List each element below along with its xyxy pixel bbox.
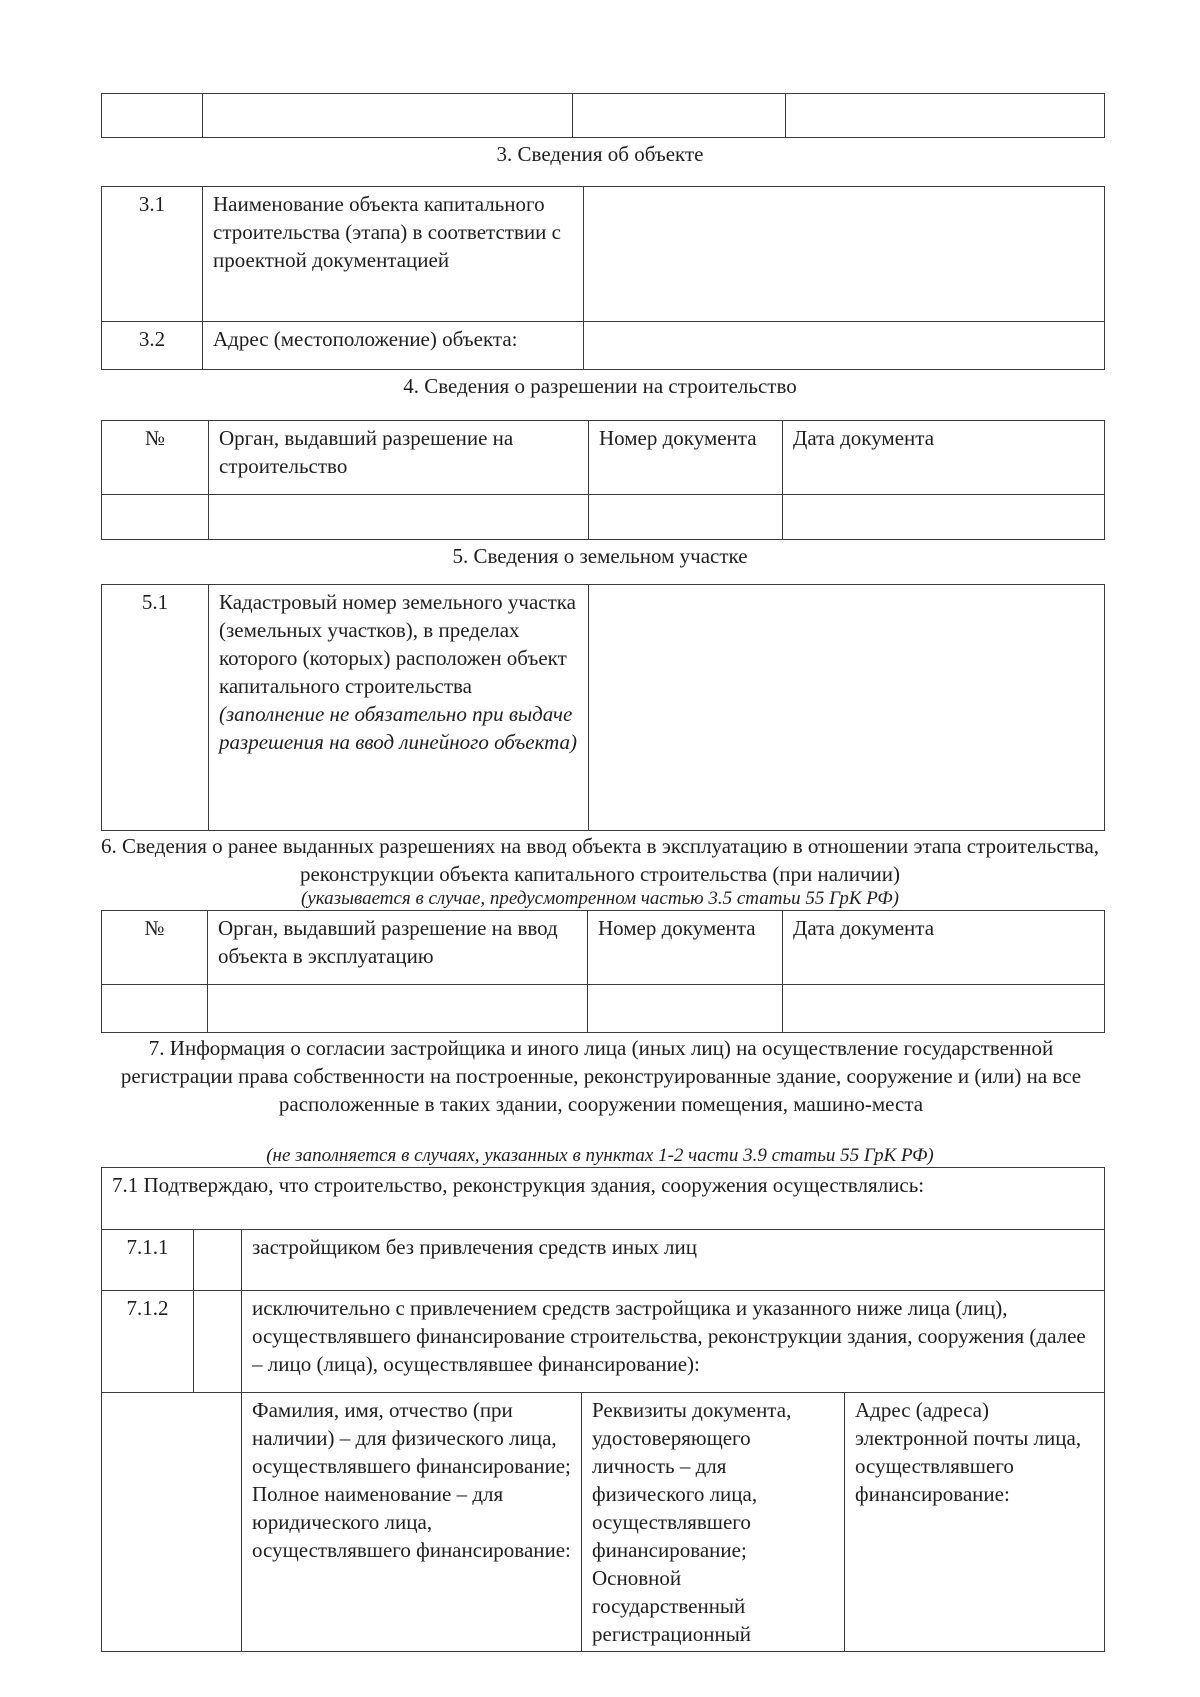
item-7-1-2-num: 7.1.2: [102, 1291, 194, 1393]
section4-cell: [102, 495, 209, 540]
row-5-1-label-note: (заполнение не обязательно при выдаче разрешения на ввод линейного объекта): [219, 702, 578, 754]
item-7-1-1-checkbox[interactable]: [194, 1230, 242, 1291]
financier-header-email: Адрес (адреса) электронной почты лица, осуществлявшего финансирование:: [845, 1393, 1105, 1652]
section6-header-organ: Орган, выдавший разрешение на ввод объекта в эксплуатацию: [208, 911, 588, 985]
section6-header-doc-number: Номер документа: [588, 911, 783, 985]
item-7-1-1-num: 7.1.1: [102, 1230, 194, 1291]
financier-header-document: Реквизиты документа, удостоверяющего личность – для физического лица, осуществлявшего финансирование; Основной государственный регистрационный: [582, 1393, 845, 1652]
section4-title: 4. Сведения о разрешении на строительство: [403, 374, 797, 398]
section4-cell: [589, 495, 783, 540]
top-table: [101, 93, 1104, 138]
section4-header-num: №: [102, 421, 209, 495]
section6-table: [101, 910, 1104, 1033]
section7-table: [101, 1167, 1104, 1652]
section6-title: 6. Сведения о ранее выданных разрешениях на ввод объекта в эксплуатацию в отношении этапа строительства, реконструкции объекта капитального строительства (при наличии): [100, 834, 1100, 886]
section4-table: [101, 420, 1104, 540]
section6-cell: [783, 985, 1105, 1033]
top-cell-1: [102, 94, 203, 138]
section3-table: [101, 186, 1104, 370]
row-5-1-num: 5.1: [102, 585, 209, 831]
financier-header-name: Фамилия, имя, отчество (при наличии) – для физического лица, осуществлявшего финансирование; Полное наименование – для юридического лица, осуществлявшего финансирование:: [242, 1393, 582, 1652]
section5-title: 5. Сведения о земельном участке: [452, 544, 748, 568]
section4-cell: [209, 495, 589, 540]
row-3-1-label: Наименование объекта капитального строительства (этапа) в соответствии с проектной документацией: [203, 187, 584, 322]
row-3-1-num: 3.1: [102, 187, 203, 322]
section7-confirm: 7.1 Подтверждаю, что строительство, реконструкция здания, сооружения осуществлялись:: [102, 1168, 1105, 1230]
financier-blank-cell: [102, 1393, 242, 1652]
section4-header-organ: Орган, выдавший разрешение на строительство: [209, 421, 589, 495]
section4-header-doc-number: Номер документа: [589, 421, 783, 495]
section7-title: 7. Информация о согласии застройщика и иного лица (иных лиц) на осуществление государственной регистрации права собственности на построенные, реконструированные здание, сооружение и (или) на все расположенные в таких здании, сооружении помещения, машино-места: [120, 1036, 1082, 1116]
top-cell-4: [786, 94, 1105, 138]
section4-cell: [783, 495, 1105, 540]
row-3-2-label: Адрес (местоположение) объекта:: [203, 322, 584, 370]
row-3-2-value: [584, 322, 1105, 370]
section6-note: (указывается в случае, предусмотренном частью 3.5 статьи 55 ГрК РФ): [301, 888, 899, 909]
item-7-1-1-text: застройщиком без привлечения средств иных лиц: [242, 1230, 1105, 1291]
top-cell-3: [573, 94, 786, 138]
top-cell-2: [203, 94, 573, 138]
item-7-1-2-checkbox[interactable]: [194, 1291, 242, 1393]
row-5-1-label-text: Кадастровый номер земельного участка (земельных участков), в пределах которого (которых) расположен объект капитального строительства: [219, 590, 576, 698]
section6-cell: [208, 985, 588, 1033]
row-3-1-value: [584, 187, 1105, 322]
section6-header-num: №: [102, 911, 208, 985]
item-7-1-2-text: исключительно с привлечением средств застройщика и указанного ниже лица (лиц), осуществлявшего финансирование строительства, реконструкции здания, сооружения (далее – лицо (лица), осуществлявшее финансирование):: [242, 1291, 1105, 1393]
section4-header-doc-date: Дата документа: [783, 421, 1105, 495]
section6-cell: [588, 985, 783, 1033]
section5-table: [101, 584, 1104, 831]
row-5-1-label: [209, 585, 589, 831]
row-3-2-num: 3.2: [102, 322, 203, 370]
section6-cell: [102, 985, 208, 1033]
section6-header-doc-date: Дата документа: [783, 911, 1105, 985]
section7-note: (не заполняется в случаях, указанных в пунктах 1-2 части 3.9 статьи 55 ГрК РФ): [266, 1145, 934, 1166]
section3-title: 3. Сведения об объекте: [496, 142, 704, 166]
row-5-1-value: [589, 585, 1105, 831]
